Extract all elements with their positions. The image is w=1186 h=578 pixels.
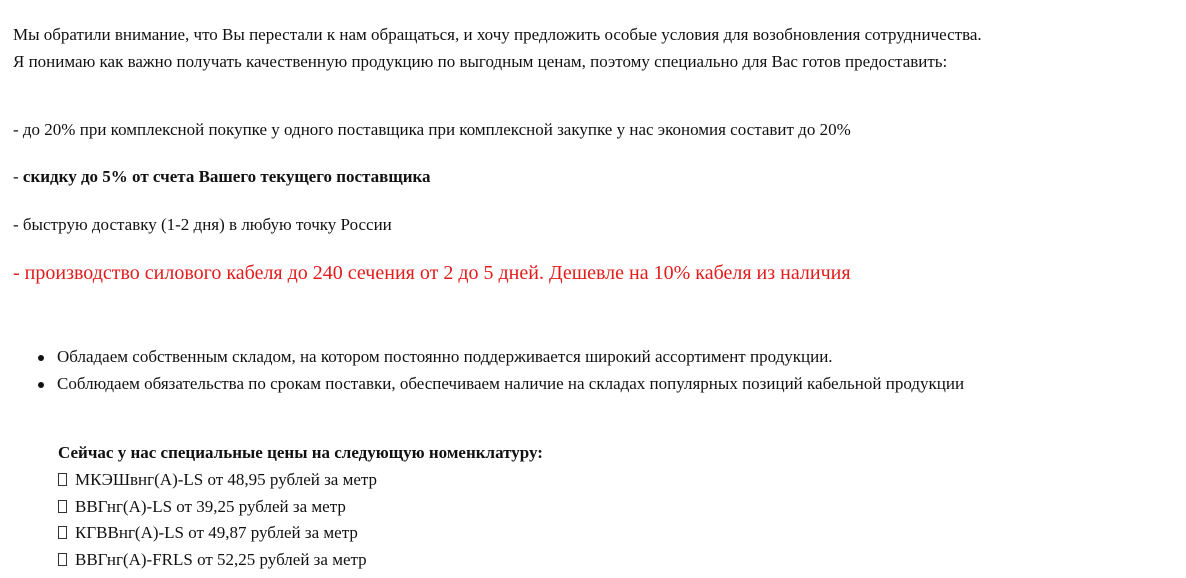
missing-glyph-box-icon xyxy=(58,553,67,566)
special-prices-title: Сейчас у нас специальные цены на следующую номенклатуру: xyxy=(58,443,543,462)
offer-discount-complex: - до 20% при комплексной покупке у одного поставщика при комплексной закупке у нас экономия составит до 20% xyxy=(13,120,851,139)
advantage-item: Обладаем собственным складом, на котором постоянно поддерживается широкий ассортимент продукции. xyxy=(38,347,964,367)
special-price-item xyxy=(58,470,377,497)
missing-glyph-box-icon xyxy=(58,473,67,486)
special-price-text: МКЭШвнг(А)-LS от 48,95 рублей за метр xyxy=(75,470,378,489)
special-price-text: ВВГнг(А)-LS от 39,25 рублей за метр xyxy=(75,496,346,516)
special-price-item xyxy=(58,497,377,524)
offer-cable-production: - производство силового кабеля до 240 сечения от 2 до 5 дней. Дешевле на 10% кабеля из наличия xyxy=(13,262,851,284)
missing-glyph-box-icon xyxy=(58,526,67,539)
intro-line-2: Я понимаю как важно получать качественную продукцию по выгодным ценам, поэтому специально для Вас готов предоставить: xyxy=(13,52,948,71)
offer-discount-supplier: - скидку до 5% от счета Вашего текущего поставщика xyxy=(13,167,431,186)
special-price-item xyxy=(58,523,377,550)
special-price-text: КГВВнг(А)-LS от 49,87 рублей за метр xyxy=(75,523,358,542)
offer-fast-delivery: - быструю доставку (1-2 дня) в любую точку России xyxy=(13,215,392,234)
special-price-text: ВВГнг(А)-FRLS от 52,25 рублей за метр xyxy=(75,549,367,569)
special-prices-list xyxy=(58,470,377,576)
advantage-item: Соблюдаем обязательства по срокам поставки, обеспечиваем наличие на складах популярных позиций кабельной продукции xyxy=(38,374,964,394)
special-price-item xyxy=(58,550,377,577)
advantages-list xyxy=(38,347,964,401)
intro-line-1: Мы обратили внимание, что Вы перестали к нам обращаться, и хочу предложить особые условия для возобновления сотрудничества. xyxy=(13,25,982,44)
missing-glyph-box-icon xyxy=(58,500,67,513)
